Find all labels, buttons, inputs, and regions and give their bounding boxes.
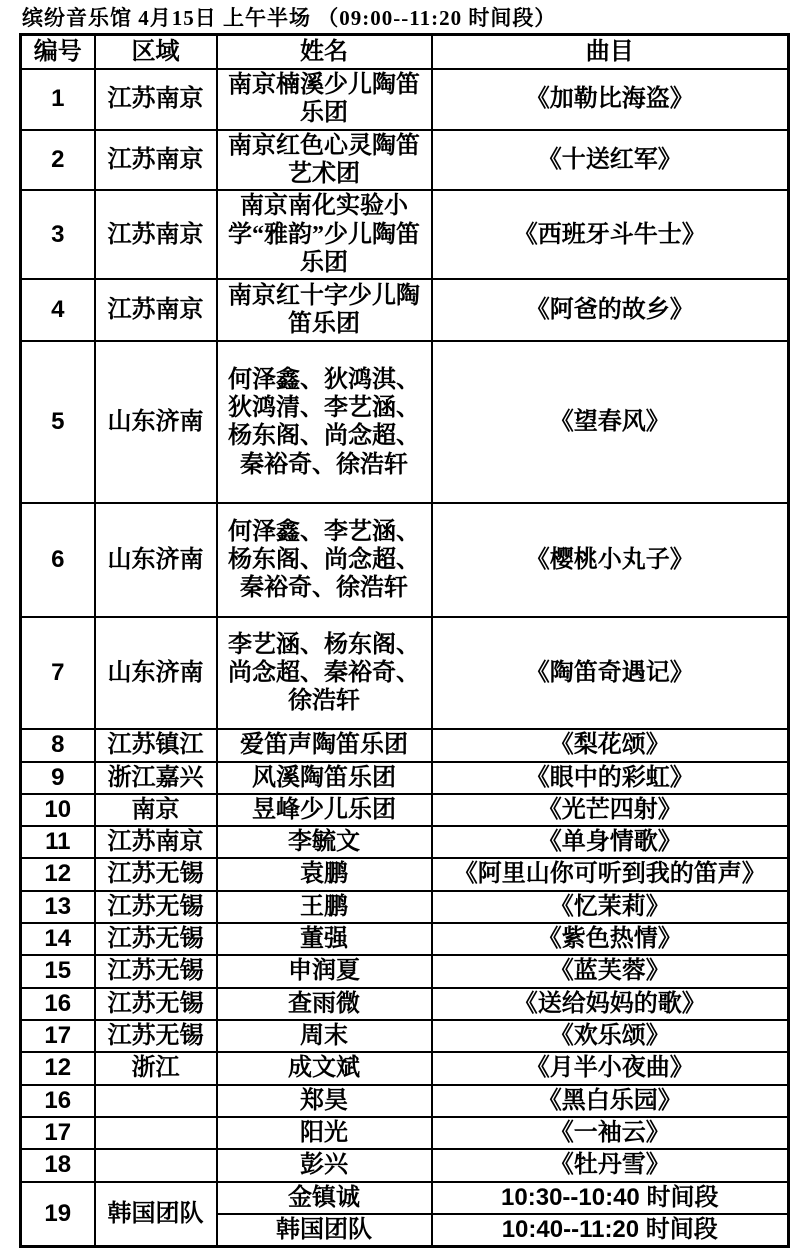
schedule-body [21, 69, 789, 1247]
cell-piece: 《牡丹雪》 [432, 1149, 789, 1181]
cell-no: 3 [21, 190, 95, 279]
cell-piece: 《单身情歌》 [432, 826, 789, 858]
cell-piece: 《阿爸的故乡》 [432, 279, 789, 341]
header-region: 区域 [95, 35, 217, 70]
cell-piece: 《阿里山你可听到我的笛声》 [432, 858, 789, 890]
cell-name: 爱笛声陶笛乐团 [217, 729, 432, 761]
cell-piece: 《陶笛奇遇记》 [432, 617, 789, 729]
page-title: 缤纷音乐馆 4月15日 上午半场 （09:00--11:20 时间段） [22, 6, 557, 30]
cell-piece: 《光芒四射》 [432, 794, 789, 826]
cell-piece: 《欢乐颂》 [432, 1020, 789, 1052]
table-row [21, 1085, 789, 1117]
header-name: 姓名 [217, 35, 432, 70]
cell-region: 江苏无锡 [95, 858, 217, 890]
cell-no: 9 [21, 762, 95, 794]
cell-name: 何泽鑫、狄鸿淇、狄鸿清、李艺涵、杨东阁、尚念超、秦裕奇、徐浩轩 [217, 341, 432, 503]
cell-piece: 《樱桃小丸子》 [432, 503, 789, 617]
cell-name: 昱峰少儿乐团 [217, 794, 432, 826]
cell-name: 彭兴 [217, 1149, 432, 1181]
cell-piece: 《黑白乐园》 [432, 1085, 789, 1117]
table-row [21, 826, 789, 858]
table-row [21, 503, 789, 617]
cell-region: 山东济南 [95, 503, 217, 617]
cell-name: 袁鹏 [217, 858, 432, 890]
cell-region: 山东济南 [95, 341, 217, 503]
cell-piece: 《加勒比海盗》 [432, 69, 789, 130]
cell-no: 16 [21, 1085, 95, 1117]
cell-piece: 《十送红军》 [432, 130, 789, 191]
cell-no: 1 [21, 69, 95, 130]
cell-name: 申润夏 [217, 955, 432, 987]
cell-name: 南京楠溪少儿陶笛乐团 [217, 69, 432, 130]
cell-region: 韩国团队 [95, 1182, 217, 1247]
table-row [21, 988, 789, 1020]
cell-region: 江苏镇江 [95, 729, 217, 761]
cell-region: 浙江 [95, 1052, 217, 1084]
table-row [21, 923, 789, 955]
cell-piece: 《一袖云》 [432, 1117, 789, 1149]
cell-piece: 10:40--11:20 时间段 [432, 1214, 789, 1247]
cell-name: 李毓文 [217, 826, 432, 858]
cell-region: 江苏无锡 [95, 988, 217, 1020]
header-no: 编号 [21, 35, 95, 70]
cell-name: 南京红色心灵陶笛艺术团 [217, 130, 432, 191]
header-piece: 曲目 [432, 35, 789, 70]
cell-name: 南京红十字少儿陶笛乐团 [217, 279, 432, 341]
table-row [21, 69, 789, 130]
table-row [21, 341, 789, 503]
cell-no: 17 [21, 1117, 95, 1149]
cell-no: 8 [21, 729, 95, 761]
cell-no: 10 [21, 794, 95, 826]
table-row [21, 617, 789, 729]
cell-name: 韩国团队 [217, 1214, 432, 1247]
cell-region: 南京 [95, 794, 217, 826]
cell-region: 江苏无锡 [95, 955, 217, 987]
table-row [21, 130, 789, 191]
table-row-final [21, 1182, 789, 1214]
table-row [21, 794, 789, 826]
cell-name: 周末 [217, 1020, 432, 1052]
cell-no: 14 [21, 923, 95, 955]
cell-no: 5 [21, 341, 95, 503]
header-row [21, 35, 789, 70]
table-row [21, 1149, 789, 1181]
table-row [21, 1117, 789, 1149]
cell-no: 17 [21, 1020, 95, 1052]
cell-piece: 10:30--10:40 时间段 [432, 1182, 789, 1214]
table-row [21, 858, 789, 890]
table-row [21, 729, 789, 761]
cell-name: 南京南化实验小学“雅韵”少儿陶笛乐团 [217, 190, 432, 279]
cell-no: 12 [21, 858, 95, 890]
cell-name: 董强 [217, 923, 432, 955]
table-row [21, 279, 789, 341]
cell-region [95, 1085, 217, 1117]
cell-name: 查雨微 [217, 988, 432, 1020]
cell-no: 13 [21, 891, 95, 923]
cell-no: 6 [21, 503, 95, 617]
table-row [21, 1052, 789, 1084]
cell-piece: 《望春风》 [432, 341, 789, 503]
cell-piece: 《忆茉莉》 [432, 891, 789, 923]
cell-no: 11 [21, 826, 95, 858]
cell-region: 江苏南京 [95, 130, 217, 191]
cell-region: 江苏无锡 [95, 923, 217, 955]
cell-piece: 《梨花颂》 [432, 729, 789, 761]
cell-name: 金镇诚 [217, 1182, 432, 1214]
cell-name: 郑昊 [217, 1085, 432, 1117]
cell-piece: 《紫色热情》 [432, 923, 789, 955]
cell-no: 18 [21, 1149, 95, 1181]
schedule-table [19, 33, 790, 1248]
cell-name: 王鹏 [217, 891, 432, 923]
cell-name: 阳光 [217, 1117, 432, 1149]
cell-piece: 《蓝芙蓉》 [432, 955, 789, 987]
cell-region: 江苏南京 [95, 279, 217, 341]
table-row [21, 955, 789, 987]
cell-no: 2 [21, 130, 95, 191]
cell-name: 何泽鑫、李艺涵、杨东阁、尚念超、秦裕奇、徐浩轩 [217, 503, 432, 617]
cell-region: 江苏南京 [95, 826, 217, 858]
cell-no: 7 [21, 617, 95, 729]
cell-region: 浙江嘉兴 [95, 762, 217, 794]
cell-region: 江苏南京 [95, 190, 217, 279]
table-row [21, 891, 789, 923]
cell-no: 15 [21, 955, 95, 987]
cell-name: 李艺涵、杨东阁、尚念超、秦裕奇、徐浩轩 [217, 617, 432, 729]
cell-name: 风溪陶笛乐团 [217, 762, 432, 794]
table-row [21, 1020, 789, 1052]
cell-region: 江苏无锡 [95, 891, 217, 923]
cell-piece: 《西班牙斗牛士》 [432, 190, 789, 279]
cell-region: 山东济南 [95, 617, 217, 729]
table-row [21, 190, 789, 279]
cell-piece: 《眼中的彩虹》 [432, 762, 789, 794]
cell-region: 江苏南京 [95, 69, 217, 130]
table-row [21, 762, 789, 794]
cell-no: 16 [21, 988, 95, 1020]
cell-region [95, 1117, 217, 1149]
cell-piece: 《月半小夜曲》 [432, 1052, 789, 1084]
cell-no: 12 [21, 1052, 95, 1084]
cell-region: 江苏无锡 [95, 1020, 217, 1052]
cell-piece: 《送给妈妈的歌》 [432, 988, 789, 1020]
cell-no: 4 [21, 279, 95, 341]
cell-name: 成文斌 [217, 1052, 432, 1084]
cell-no: 19 [21, 1182, 95, 1247]
cell-region [95, 1149, 217, 1181]
